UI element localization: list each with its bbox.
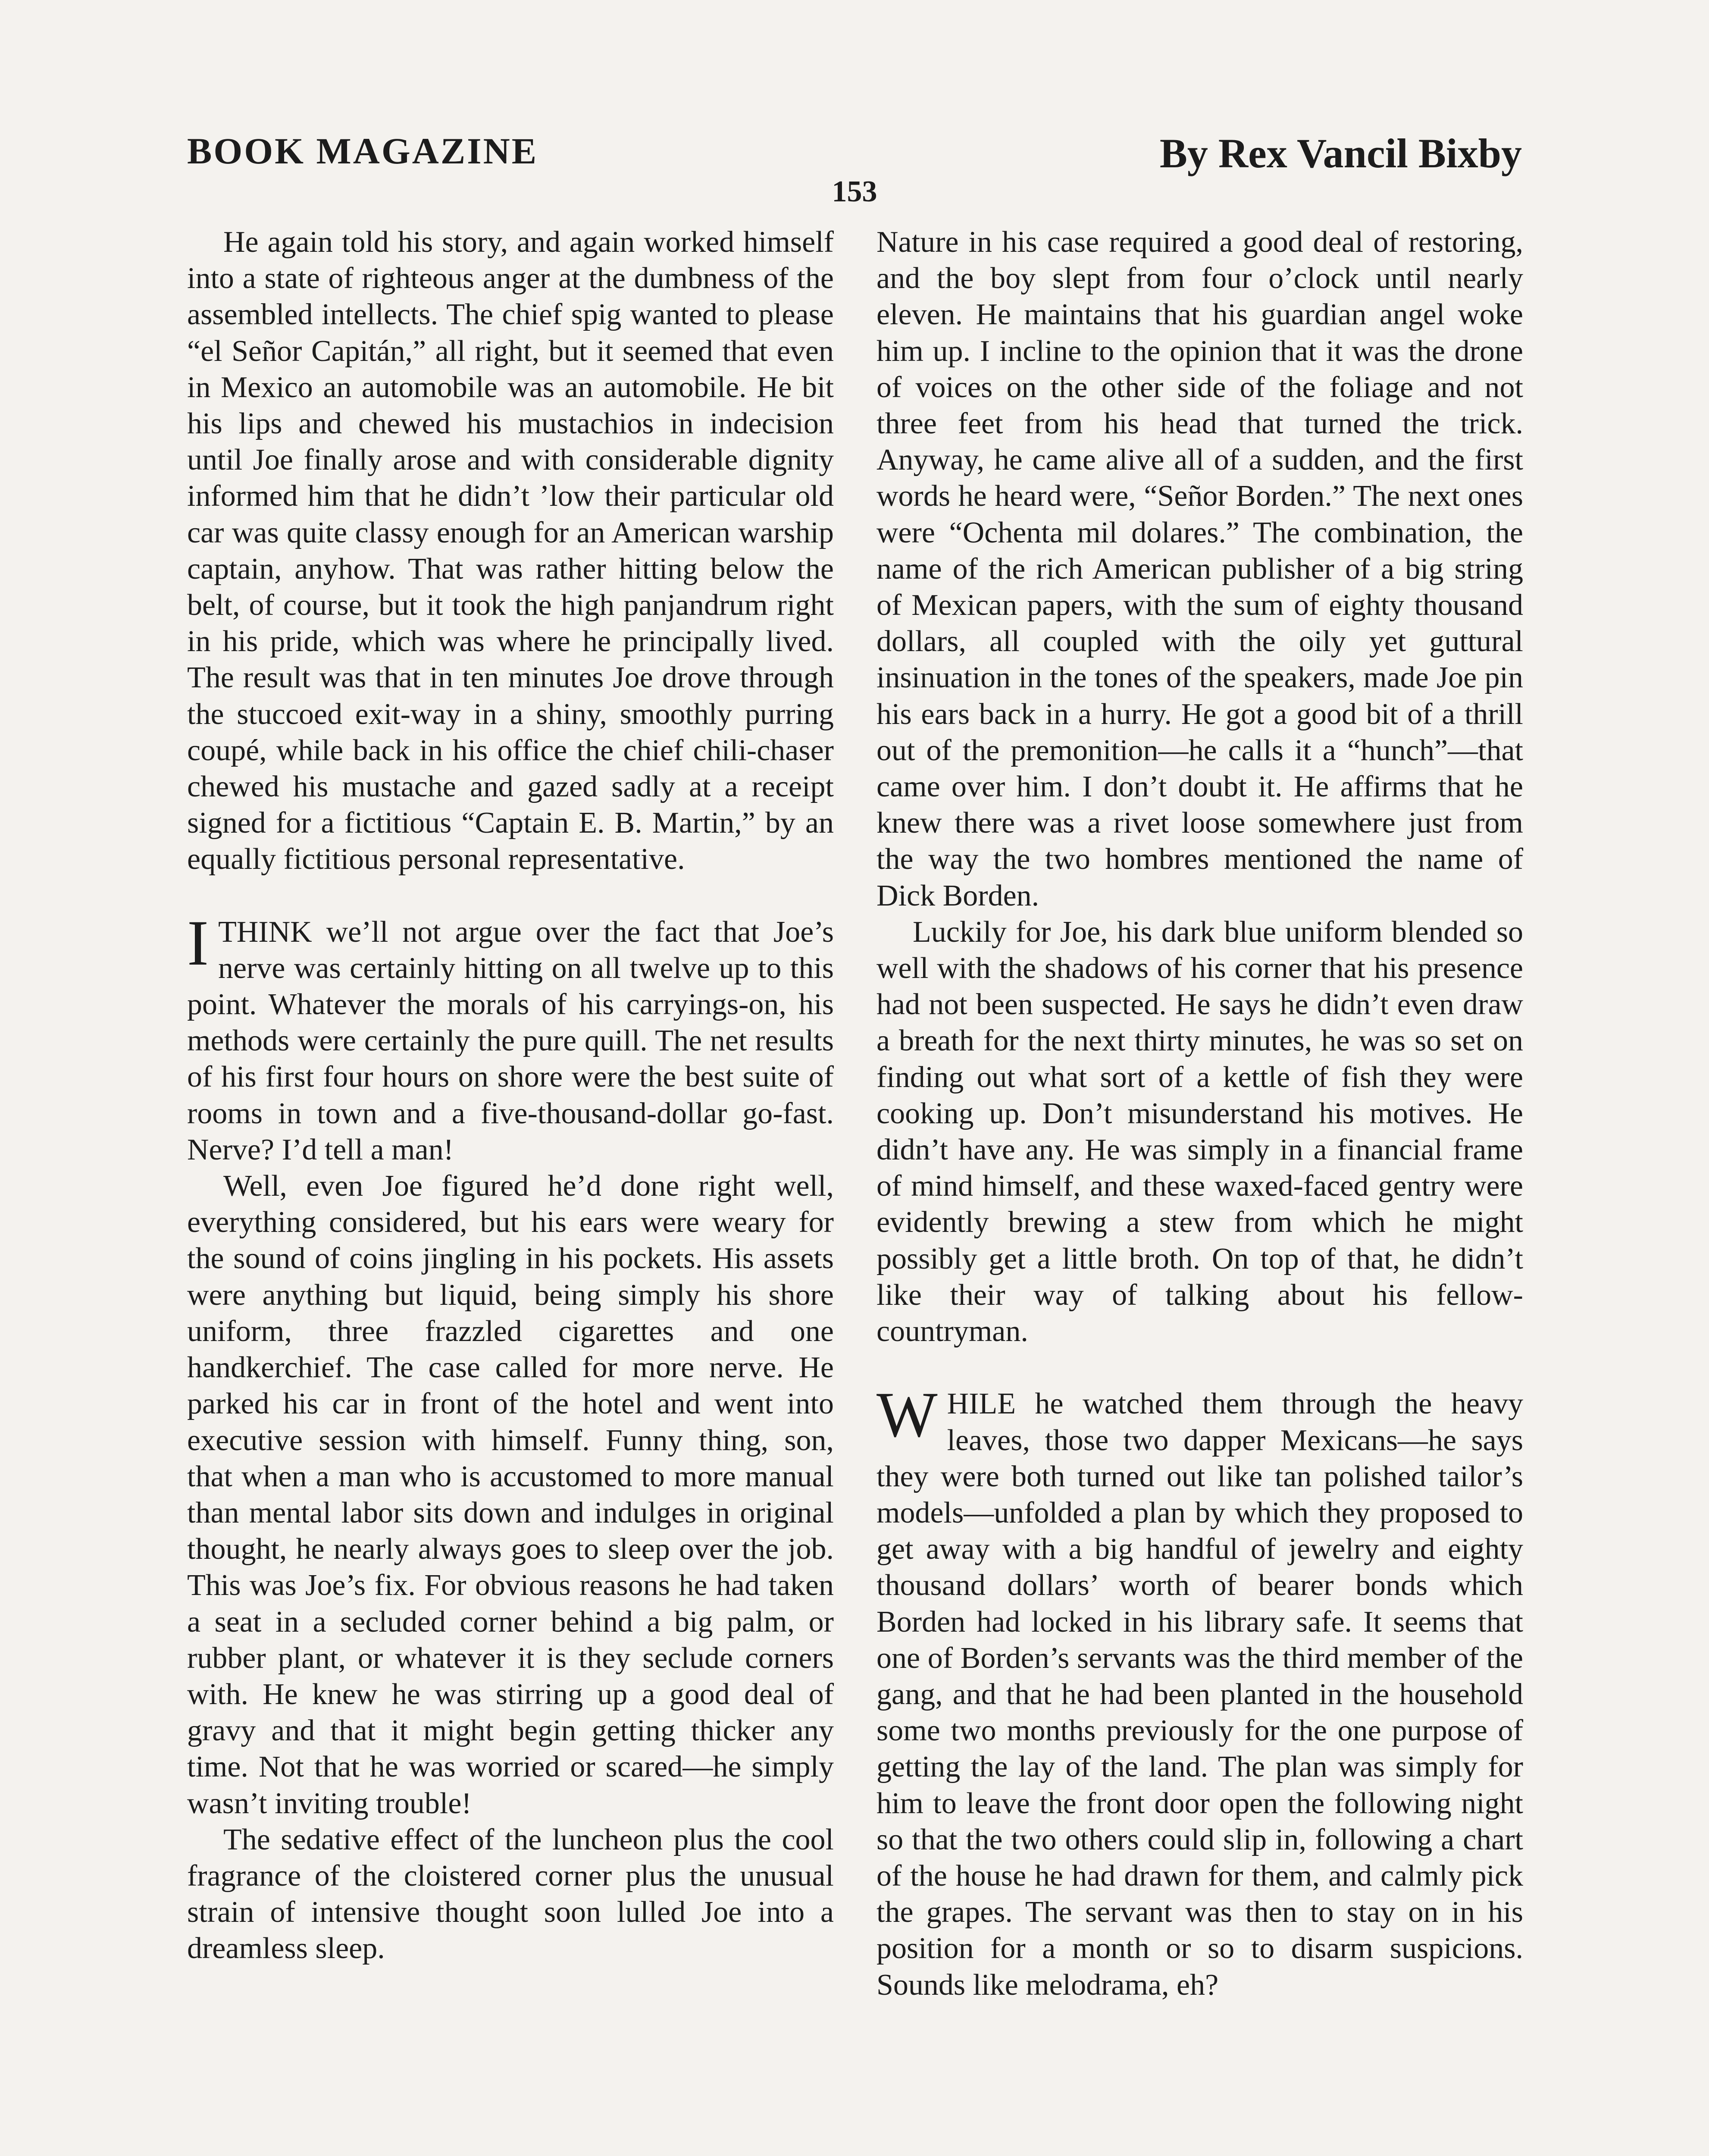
paragraph-text: THINK we’ll not argue over the fact that Joe’s nerve was certainly hitting on all twelve up to this point. Whatever the morals of his carryings-on, his methods were certainly the pure quill. The net results of his first four hours on shore were the best suite of rooms in town and a five-thousand-dollar go-fast. Nerve? I’d tell a man! — [187, 915, 834, 1166]
author-byline: By Rex Vancil Bixby — [1159, 130, 1522, 176]
paragraph: The sedative effect of the luncheon plus the cool fragrance of the cloistered corner plus the unusual strain of intensive thought soon lulled Joe into a dreamless sleep. — [187, 1823, 834, 1965]
paragraph: Luckily for Joe, his dark blue uniform blended so well with the shadows of his corner that his presence had not been suspected. He says he didn’t even draw a breath for the next thirty minutes, he was so set on finding out what sort of a kettle of fish they were cooking up. Don’t misunderstand his motives. He didn’t have any. He was simply in a financial frame of mind himself, and these waxed-faced gentry were evidently brewing a stew from which he might possibly get a little broth. On top of that, he didn’t like their way of talking about his fellow-countryman. — [876, 915, 1523, 1348]
paragraph: He again told his story, and again worked himself into a state of righteous anger at the dumbness of the assembled intellects. The chief spig wanted to please “el Señor Capitán,” all right, but it seemed that even in Mexico an automobile was an automobile. He bit his lips and chewed his mustachios in indecision until Joe finally arose and with considerable dignity informed him that he didn’t ’low their particular old car was quite classy enough for an American warship captain, anyhow. That was rather hitting below the belt, of course, but it took the high panjandrum right in his pride, which was where he principally lived. The result was that in ten minutes Joe drove through the stuccoed exit-way in a shiny, smoothly purring coupé, while back in his office the chief chili-chaser chewed his mustache and gazed sadly at a receipt signed for a fictitious “Captain E. B. Martin,” by an equally fictitious personal representative. — [187, 226, 834, 876]
magazine-title: BOOK MAGAZINE — [187, 130, 538, 172]
paragraph: Nature in his case required a good deal of restoring, and the boy slept from four o’clock until nearly eleven. He maintains that his guardian angel woke him up. I incline to the opinion that it was the drone of voices on the other side of the foliage and not three feet from his head that turned the trick. Anyway, he came alive all of a sudden, and the first words he heard were, “Señor Borden.” The next ones were “Ochenta mil dolares.” The combination, the name of the rich American publisher of a big string of Mexican papers, with the sum of eighty thousand dollars, all coupled with the oily yet guttural insinuation in the tones of the speakers, made Joe pin his ears back in a hurry. He got a good bit of a thrill out of the premonition—he calls it a “hunch”—that came over him. I don’t doubt it. He affirms that he knew there was a rivet loose somewhere just from the way the two hombres mentioned the name of Dick Borden. — [876, 226, 1523, 912]
drop-cap: W — [876, 1379, 938, 1451]
paragraph-dropcap — [876, 1379, 1523, 2003]
left-column — [187, 224, 834, 1967]
drop-cap: I — [187, 907, 209, 979]
paragraph-dropcap — [187, 907, 834, 1168]
paragraph-text: HILE he watched them through the heavy leaves, those two dapper Mexicans—he says they were both turned out like tan polished tailor’s models—unfolded a plan by which they proposed to get away with a big handful of jewelry and eighty thousand dollars’ worth of bearer bonds which Borden had locked in his library safe. It seems that one of Borden’s servants was the third member of the gang, and that he had been planted in the household some two months previously for the one purpose of getting the lay of the land. The plan was simply for him to leave the front door open the following night so that the two others could slip in, following a chart of the house he had drawn for them, and calmly pick the grapes. The servant was then to stay on in his position for a month or so to disarm suspicions. Sounds like melodrama, eh? — [876, 1387, 1523, 2002]
right-column — [876, 224, 1523, 2003]
page-number: 153 — [832, 175, 877, 208]
paragraph: Well, even Joe figured he’d done right well, everything considered, but his ears were weary for the sound of coins jingling in his pockets. His assets were anything but liquid, being simply his shore uniform, three frazzled cigarettes and one handkerchief. The case called for more nerve. He parked his car in front of the hotel and went into executive session with himself. Funny thing, son, that when a man who is accustomed to more manual than mental labor sits down and indulges in original thought, he nearly always goes to sleep over the job. This was Joe’s fix. For obvious reasons he had taken a seat in a secluded corner behind a big palm, or rubber plant, or whatever it is they seclude corners with. He knew he was stirring up a good deal of gravy and that it might begin getting thicker any time. Not that he was worried or scared—he simply wasn’t inviting trouble! — [187, 1169, 834, 1820]
